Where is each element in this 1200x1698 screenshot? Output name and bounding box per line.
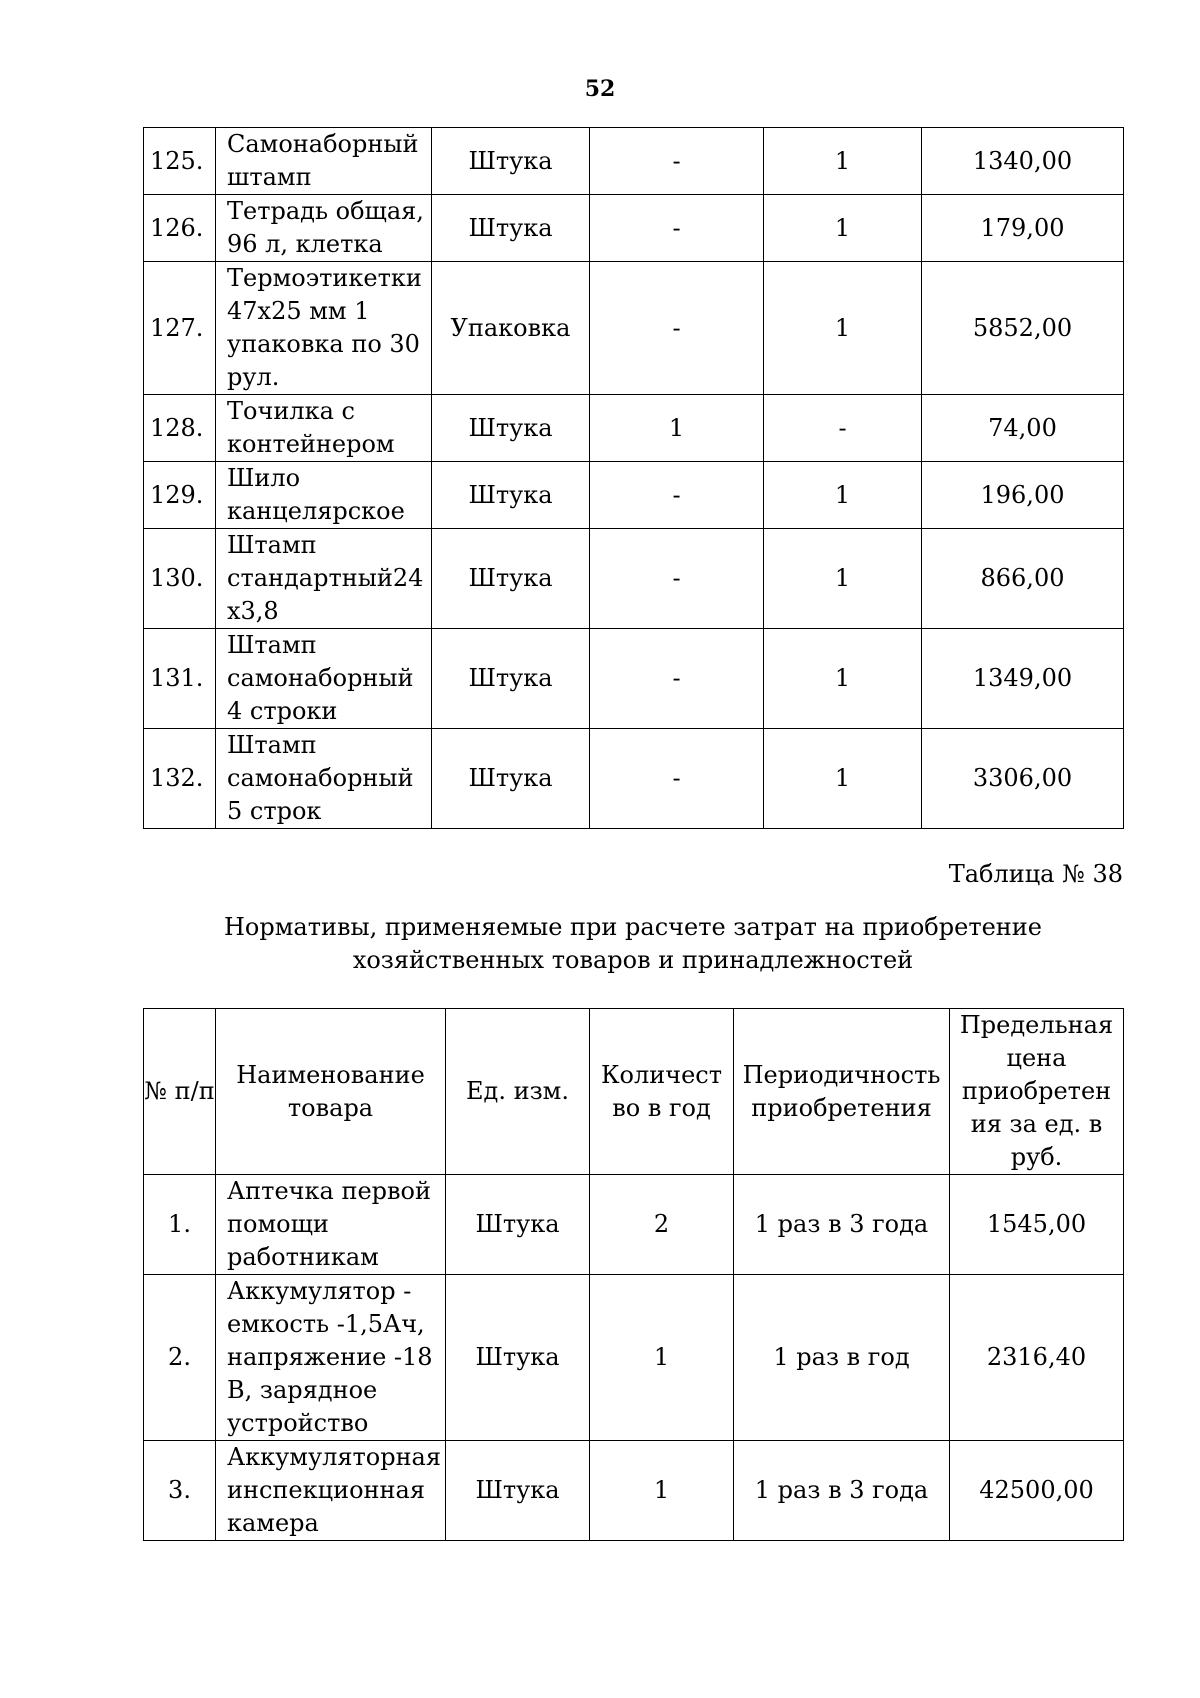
cell-price: 866,00 [922,529,1124,629]
cell-price: 42500,00 [950,1441,1124,1541]
cell-no: 2. [144,1275,216,1441]
cell-col4: - [764,395,922,462]
cell-unit: Штука [446,1275,590,1441]
cell-col3: - [590,629,764,729]
cell-unit: Штука [446,1175,590,1275]
header-unit: Ед. изм. [446,1009,590,1175]
cell-price: 179,00 [922,195,1124,262]
table-row [144,195,1124,262]
cell-unit: Упаковка [432,262,590,395]
cell-col3: - [590,529,764,629]
cell-col4: 1 [764,462,922,529]
header-qty: Количест во в год [590,1009,734,1175]
top-table [143,127,1124,829]
table-caption: Таблица № 38 [948,860,1123,888]
cell-qty: 1 [590,1275,734,1441]
cell-col4: 1 [764,262,922,395]
cell-period: 1 раз в 3 года [734,1441,950,1541]
cell-unit: Штука [432,729,590,829]
cell-price: 74,00 [922,395,1124,462]
cell-col3: - [590,262,764,395]
table-row [144,1441,1124,1541]
cell-col3: 1 [590,395,764,462]
cell-name: Термоэтикетки 47х25 мм 1 упаковка по 30 рул. [216,262,432,395]
cell-no: 3. [144,1441,216,1541]
table-38 [143,1008,1124,1541]
cell-col3: - [590,128,764,195]
cell-col4: 1 [764,729,922,829]
header-price: Предельная цена приобретен ия за ед. в руб. [950,1009,1124,1175]
cell-name: Аккумулятор - емкость -1,5Ач, напряжение -18 В, зарядное устройство [216,1275,446,1441]
cell-price: 1545,00 [950,1175,1124,1275]
table-row [144,529,1124,629]
table-row [144,462,1124,529]
cell-no: 129. [144,462,216,529]
cell-qty: 1 [590,1441,734,1541]
header-period: Периодичность приобретения [734,1009,950,1175]
cell-name: Тетрадь общая, 96 л, клетка [216,195,432,262]
cell-no: 131. [144,629,216,729]
table-row [144,629,1124,729]
cell-unit: Штука [432,128,590,195]
cell-col4: 1 [764,195,922,262]
cell-no: 1. [144,1175,216,1275]
cell-unit: Штука [432,462,590,529]
cell-unit: Штука [432,195,590,262]
cell-no: 128. [144,395,216,462]
cell-col4: 1 [764,629,922,729]
cell-no: 132. [144,729,216,829]
cell-period: 1 раз в год [734,1275,950,1441]
cell-qty: 2 [590,1175,734,1275]
cell-name: Штамп самонаборный 4 строки [216,629,432,729]
cell-unit: Штука [432,529,590,629]
header-no: № п/п [144,1009,216,1175]
cell-name: Аккумуляторная инспекционная камера [216,1441,446,1541]
cell-name: Точилка с контейнером [216,395,432,462]
cell-col4: 1 [764,128,922,195]
table-header-row [144,1009,1124,1175]
cell-price: 196,00 [922,462,1124,529]
cell-unit: Штука [432,629,590,729]
cell-name: Аптечка первой помощи работникам [216,1175,446,1275]
cell-price: 1349,00 [922,629,1124,729]
cell-unit: Штука [432,395,590,462]
cell-col3: - [590,195,764,262]
cell-unit: Штука [446,1441,590,1541]
cell-name: Штамп стандартный24 х3,8 [216,529,432,629]
cell-period: 1 раз в 3 года [734,1175,950,1275]
table-row [144,128,1124,195]
table-row [144,262,1124,395]
cell-price: 1340,00 [922,128,1124,195]
cell-name: Шило канцелярское [216,462,432,529]
cell-name: Самонаборный штамп [216,128,432,195]
cell-col4: 1 [764,529,922,629]
table-row [144,395,1124,462]
table-row [144,729,1124,829]
cell-no: 127. [144,262,216,395]
table-row [144,1175,1124,1275]
cell-no: 130. [144,529,216,629]
cell-no: 126. [144,195,216,262]
header-name: Наименование товара [216,1009,446,1175]
cell-col3: - [590,729,764,829]
cell-col3: - [590,462,764,529]
cell-name: Штамп самонаборный 5 строк [216,729,432,829]
cell-price: 2316,40 [950,1275,1124,1441]
cell-price: 5852,00 [922,262,1124,395]
table-row [144,1275,1124,1441]
table-title: Нормативы, применяемые при расчете затрат на приобретение хозяйственных товаров и принадлежностей [224,913,1042,974]
cell-no: 125. [144,128,216,195]
page-number: 52 [584,76,616,102]
cell-price: 3306,00 [922,729,1124,829]
